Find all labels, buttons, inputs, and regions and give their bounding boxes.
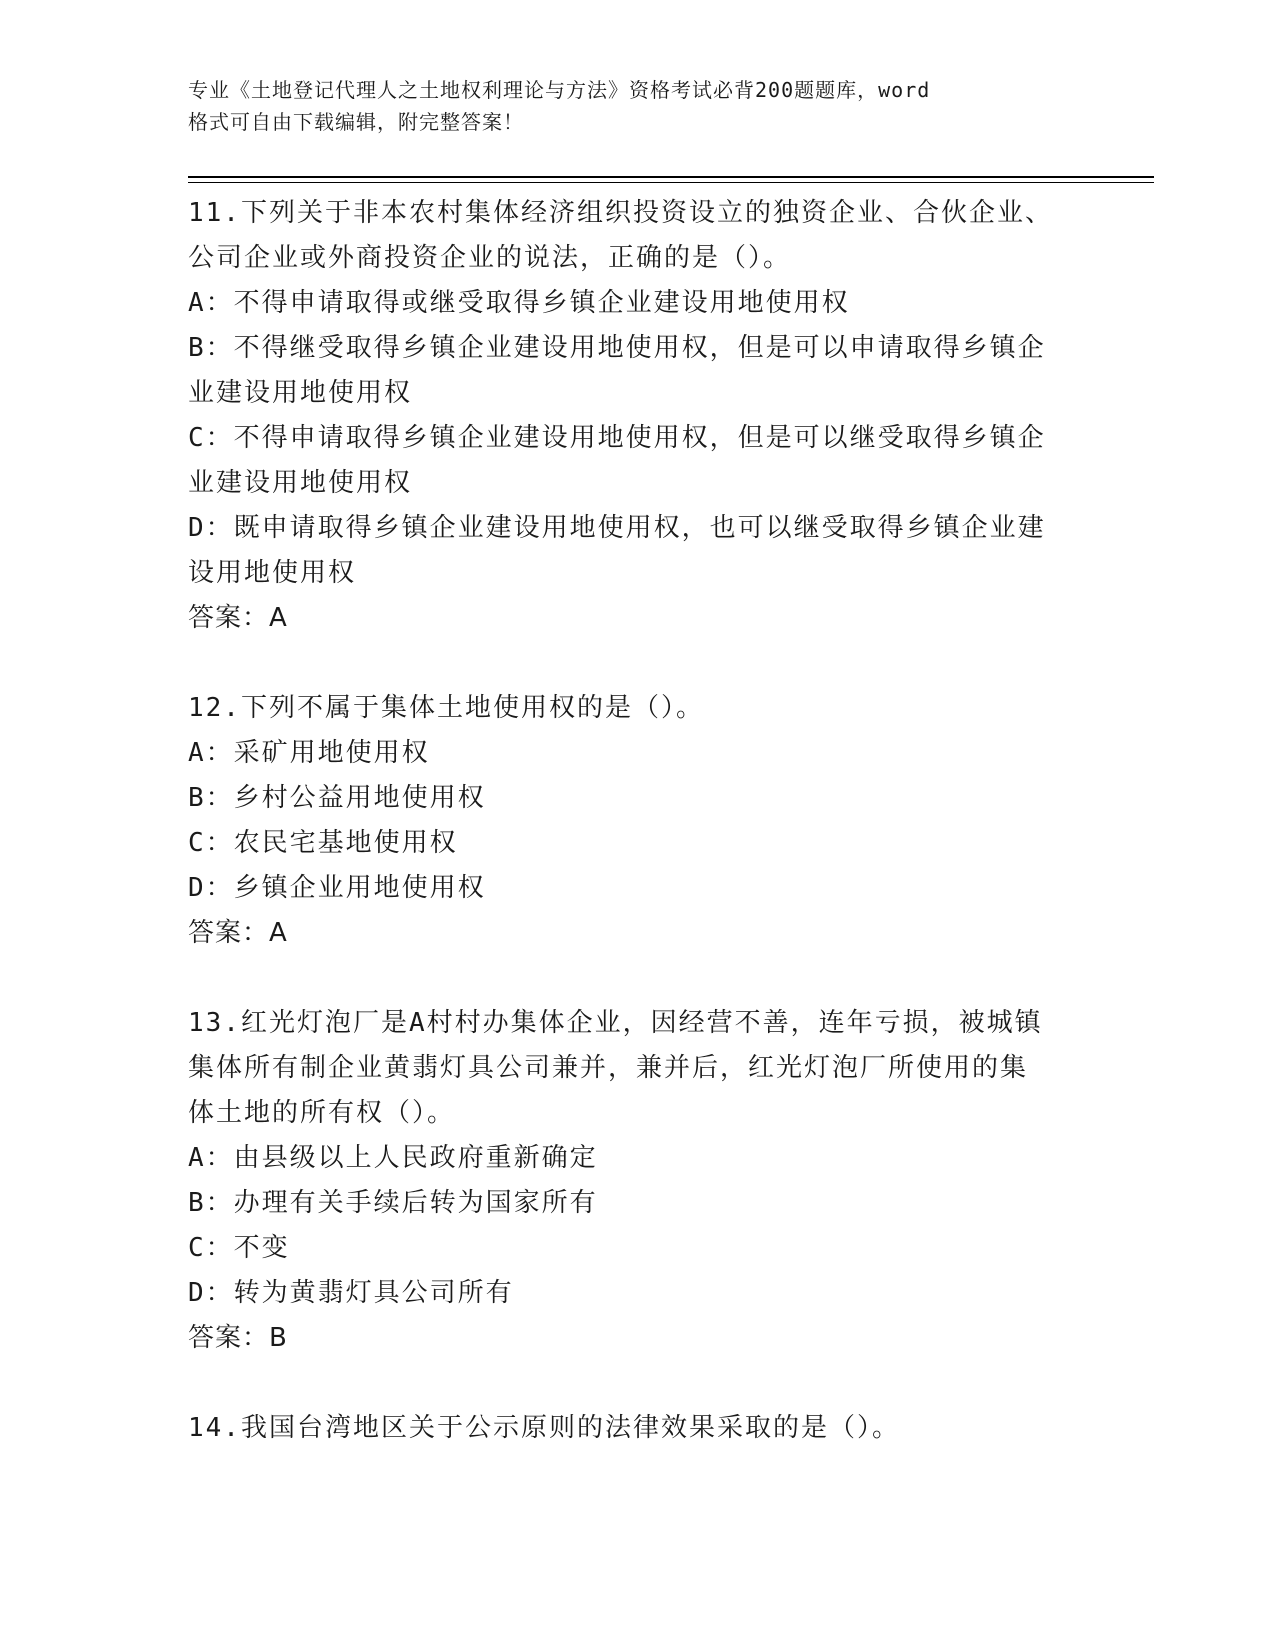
option-d: D：既申请取得乡镇企业建设用地使用权，也可以继受取得乡镇企业建 — [188, 513, 1046, 543]
option-b: B：办理有关手续后转为国家所有 — [188, 1188, 598, 1218]
question-stem-line: 11.下列关于非本农村集体经济组织投资设立的独资企业、合伙企业、 — [188, 198, 1053, 228]
option-a: A：由县级以上人民政府重新确定 — [188, 1143, 598, 1173]
question-stem-line: 公司企业或外商投资企业的说法，正确的是（）。 — [188, 243, 792, 273]
option-d: D：转为黄翡灯具公司所有 — [188, 1278, 514, 1308]
answer-line: 答案：B — [188, 1323, 288, 1353]
question-stem-line: 13.红光灯泡厂是A村村办集体企业，因经营不善，连年亏损，被城镇 — [188, 1008, 1043, 1038]
header-line: 专业《土地登记代理人之土地权利理论与方法》资格考试必背200题题库，word — [188, 78, 931, 102]
option-b-continued: 业建设用地使用权 — [188, 378, 413, 408]
option-c: C：不变 — [188, 1233, 290, 1263]
option-a: A：不得申请取得或继受取得乡镇企业建设用地使用权 — [188, 288, 850, 318]
question-item — [188, 1406, 1088, 1451]
option-d-continued: 设用地使用权 — [188, 558, 357, 588]
option-b: B：乡村公益用地使用权 — [188, 783, 486, 813]
header-divider-thick — [188, 176, 1154, 178]
question-stem-line: 14.我国台湾地区关于公示原则的法律效果采取的是（）。 — [188, 1413, 900, 1443]
option-b: B：不得继受取得乡镇企业建设用地使用权，但是可以申请取得乡镇企 — [188, 333, 1046, 363]
option-c-continued: 业建设用地使用权 — [188, 468, 413, 498]
header-line: 格式可自由下载编辑，附完整答案！ — [188, 110, 524, 134]
option-d: D：乡镇企业用地使用权 — [188, 873, 486, 903]
answer-line: 答案：A — [188, 603, 288, 633]
question-item — [188, 1001, 1088, 1361]
question-stem-line: 12.下列不属于集体土地使用权的是（）。 — [188, 693, 704, 723]
question-item — [188, 686, 1088, 956]
question-stem-line: 集体所有制企业黄翡灯具公司兼并，兼并后，红光灯泡厂所使用的集 — [188, 1053, 1029, 1083]
question-stem-line: 体土地的所有权（）。 — [188, 1098, 456, 1128]
option-c: C：农民宅基地使用权 — [188, 828, 458, 858]
option-c: C：不得申请取得乡镇企业建设用地使用权，但是可以继受取得乡镇企 — [188, 423, 1046, 453]
document-header — [188, 74, 1068, 138]
answer-line: 答案：A — [188, 918, 288, 948]
option-a: A：采矿用地使用权 — [188, 738, 430, 768]
header-divider-thin — [188, 182, 1154, 183]
question-list — [188, 191, 1088, 1496]
question-item — [188, 191, 1088, 641]
